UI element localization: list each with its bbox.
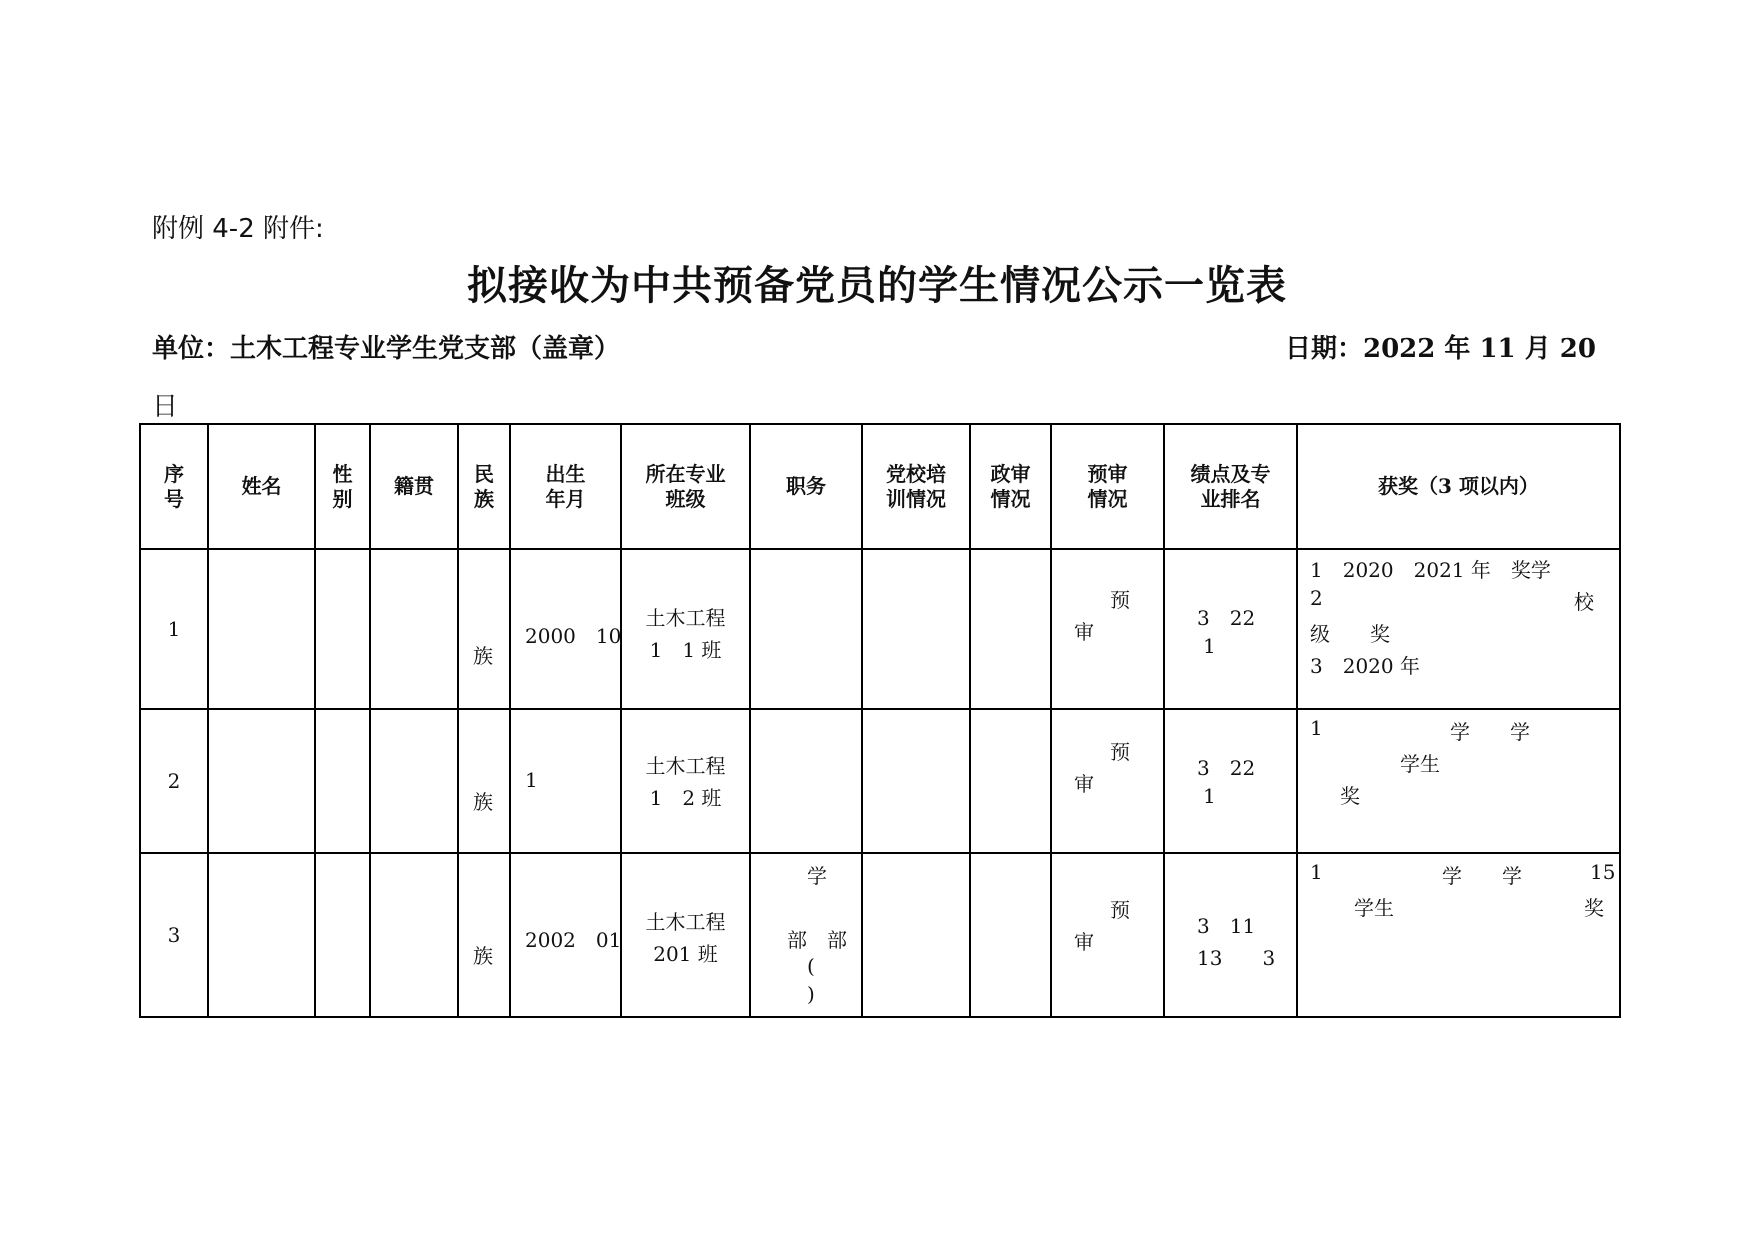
cell-political	[970, 549, 1051, 709]
table-row	[140, 709, 1620, 853]
header-political: 政审情况	[970, 424, 1051, 549]
cell-ethnicity: 族	[458, 853, 510, 1017]
header-gender: 性别	[315, 424, 370, 549]
cell-class: 土木工程 1 1 班	[621, 549, 750, 709]
cell-position	[750, 549, 862, 709]
cell-political	[970, 709, 1051, 853]
cell-name	[208, 709, 315, 853]
cell-awards: 1 学 学 学生 奖	[1297, 709, 1620, 853]
cell-gender	[315, 853, 370, 1017]
cell-training	[862, 709, 970, 853]
cell-training	[862, 853, 970, 1017]
document-title: 拟接收为中共预备党员的学生情况公示一览表	[467, 262, 1287, 309]
table-row	[140, 853, 1620, 1017]
header-ethnicity: 民族	[458, 424, 510, 549]
header-row	[140, 424, 1620, 549]
cell-name	[208, 549, 315, 709]
cell-position: 学 部 部 ( )	[750, 853, 862, 1017]
cell-gpa: 3 11 13 3	[1164, 853, 1297, 1017]
cell-gpa: 3 22 1	[1164, 549, 1297, 709]
cell-class: 土木工程 1 2 班	[621, 709, 750, 853]
cell-gpa: 3 22 1	[1164, 709, 1297, 853]
header-training: 党校培训情况	[862, 424, 970, 549]
cell-preview: 预 审	[1051, 709, 1164, 853]
date-line-tail: 日	[152, 392, 179, 422]
header-awards: 获奖（3 项以内）	[1297, 424, 1620, 549]
attachment-label: 附例 4-2 附件:	[152, 214, 324, 244]
header-position: 职务	[750, 424, 862, 549]
cell-origin	[370, 549, 458, 709]
header-seq: 序号	[140, 424, 208, 549]
table-row	[140, 549, 1620, 709]
cell-gender	[315, 549, 370, 709]
cell-awards: 1 学 学 15 学生 奖	[1297, 853, 1620, 1017]
cell-preview: 预 审	[1051, 853, 1164, 1017]
header-gpa: 绩点及专业排名	[1164, 424, 1297, 549]
cell-birth: 1	[510, 709, 621, 853]
cell-seq: 2	[140, 709, 208, 853]
cell-ethnicity: 族	[458, 549, 510, 709]
cell-awards: 1 2020 2021 年 奖学 2 校 级 奖 3 2020 年	[1297, 549, 1620, 709]
cell-name	[208, 853, 315, 1017]
cell-position	[750, 709, 862, 853]
cell-class: 土木工程 201 班	[621, 853, 750, 1017]
header-birth: 出生年月	[510, 424, 621, 549]
cell-birth: 2000 10	[510, 549, 621, 709]
cell-ethnicity: 族	[458, 709, 510, 853]
header-preview: 预审情况	[1051, 424, 1164, 549]
cell-origin	[370, 853, 458, 1017]
candidate-table	[139, 423, 1621, 1018]
cell-political	[970, 853, 1051, 1017]
cell-training	[862, 549, 970, 709]
header-class: 所在专业班级	[621, 424, 750, 549]
header-name: 姓名	[208, 424, 315, 549]
cell-origin	[370, 709, 458, 853]
cell-birth: 2002 01	[510, 853, 621, 1017]
cell-seq: 3	[140, 853, 208, 1017]
cell-preview: 预 审	[1051, 549, 1164, 709]
date-line: 日期：2022 年 11 月 20	[1285, 334, 1596, 364]
header-origin: 籍贯	[370, 424, 458, 549]
unit-line: 单位：土木工程专业学生党支部（盖章）	[152, 334, 621, 364]
cell-seq: 1	[140, 549, 208, 709]
cell-gender	[315, 709, 370, 853]
